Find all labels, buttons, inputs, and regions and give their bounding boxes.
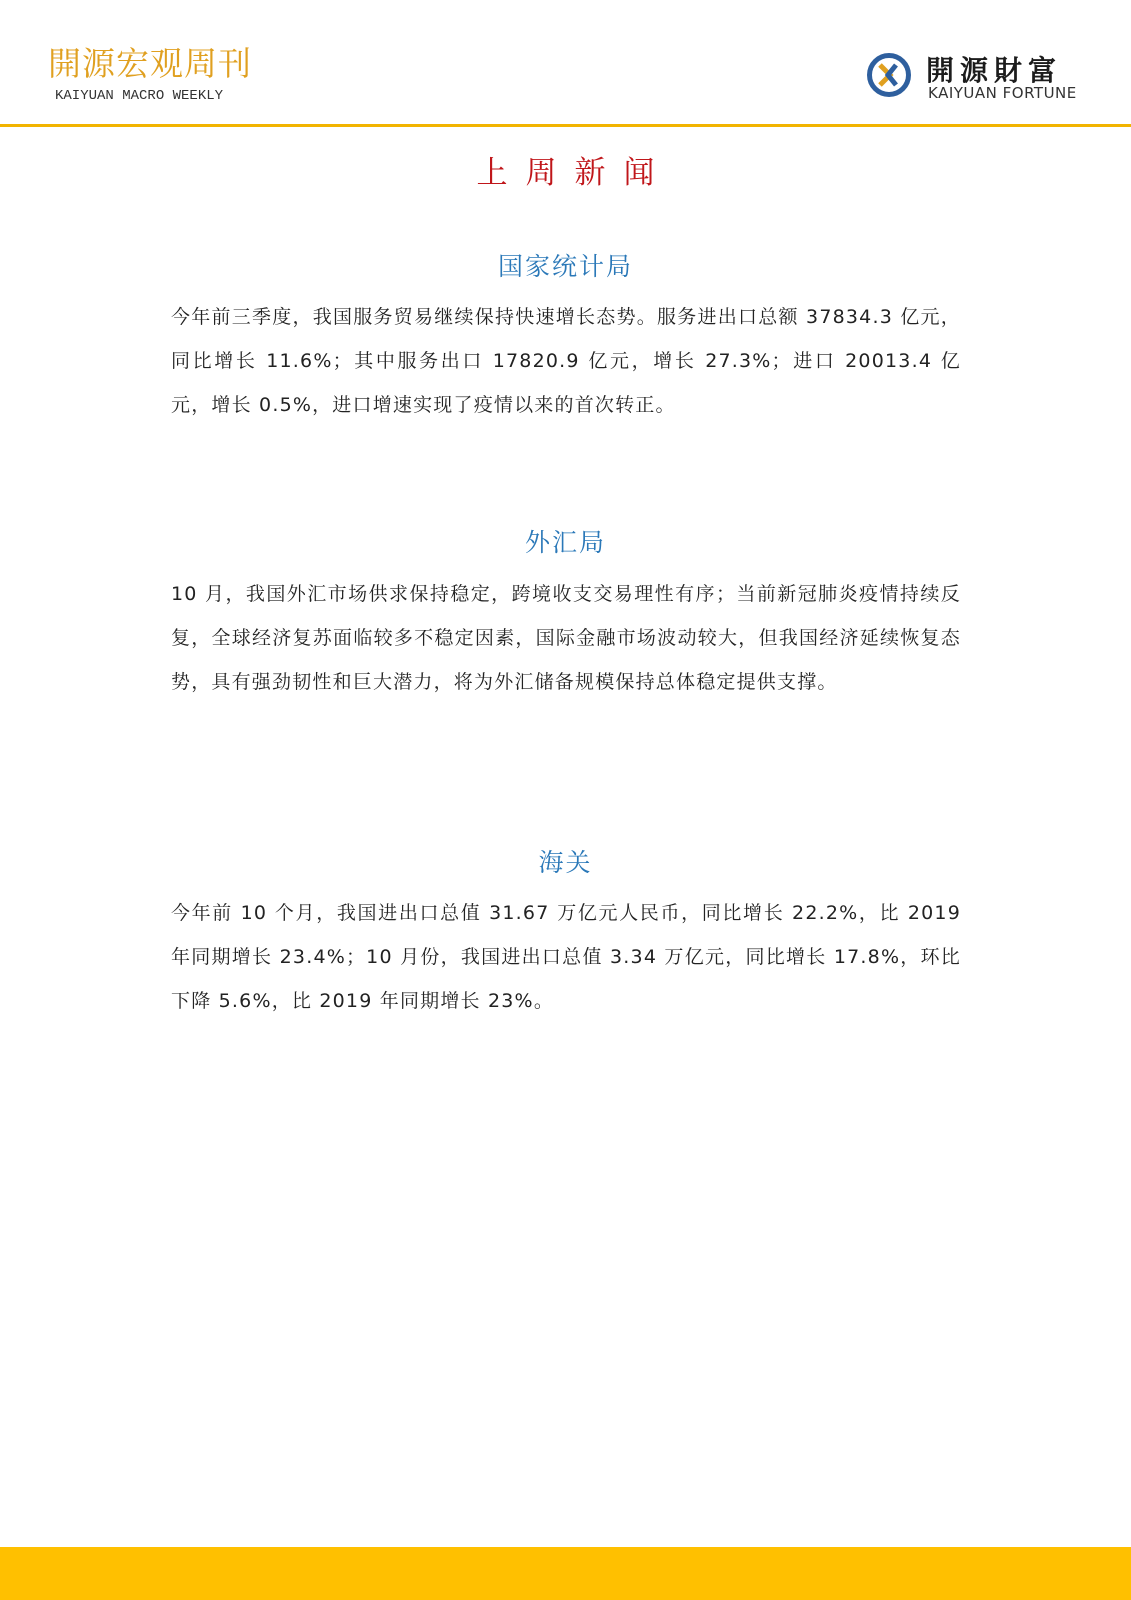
section-title-nbs: 国家统计局	[497, 252, 633, 281]
page-header	[0, 0, 1131, 126]
publication-title: 開源宏观周刊	[48, 44, 252, 83]
page-title: 上周新闻	[476, 155, 673, 191]
section-title-customs: 海关	[538, 848, 593, 877]
section-body-safe: 10 月，我国外汇市场供求保持稳定，跨境收支交易理性有序；当前新冠肺炎疫情持续反复，全球经济复苏面临较多不稳定因素，国际金融市场波动较大，但我国经济延续恢复态势，具有强劲韧性和巨大潜力，将为外汇储备规模保持总体稳定提供支撑。	[171, 583, 961, 693]
footer-bar	[0, 1547, 1131, 1600]
section-title-safe: 外汇局	[524, 528, 606, 557]
section-body-nbs: 今年前三季度，我国服务贸易继续保持快速增长态势。服务进出口总额 37834.3 亿元，同比增长 11.6%；其中服务出口 17820.9 亿元，增长 27.3%；进口 20013.4 亿元，增长 0.5%，进口增速实现了疫情以来的首次转正。	[171, 306, 961, 416]
kaiyuan-fortune-logo-icon	[866, 52, 912, 98]
brand-name-cn: 開源財富	[926, 54, 1063, 87]
section-body-customs: 今年前 10 个月，我国进出口总值 31.67 万亿元人民币，同比增长 22.2%，比 2019 年同期增长 23.4%；10 月份，我国进出口总值 3.34 万亿元，同比增长 17.8%，环比下降 5.6%，比 2019 年同期增长 23%。	[171, 902, 961, 1012]
publication-subtitle: KAIYUAN MACRO WEEKLY	[55, 88, 224, 104]
header-divider	[0, 124, 1131, 127]
brand-name-en: KAIYUAN FORTUNE	[928, 84, 1077, 102]
